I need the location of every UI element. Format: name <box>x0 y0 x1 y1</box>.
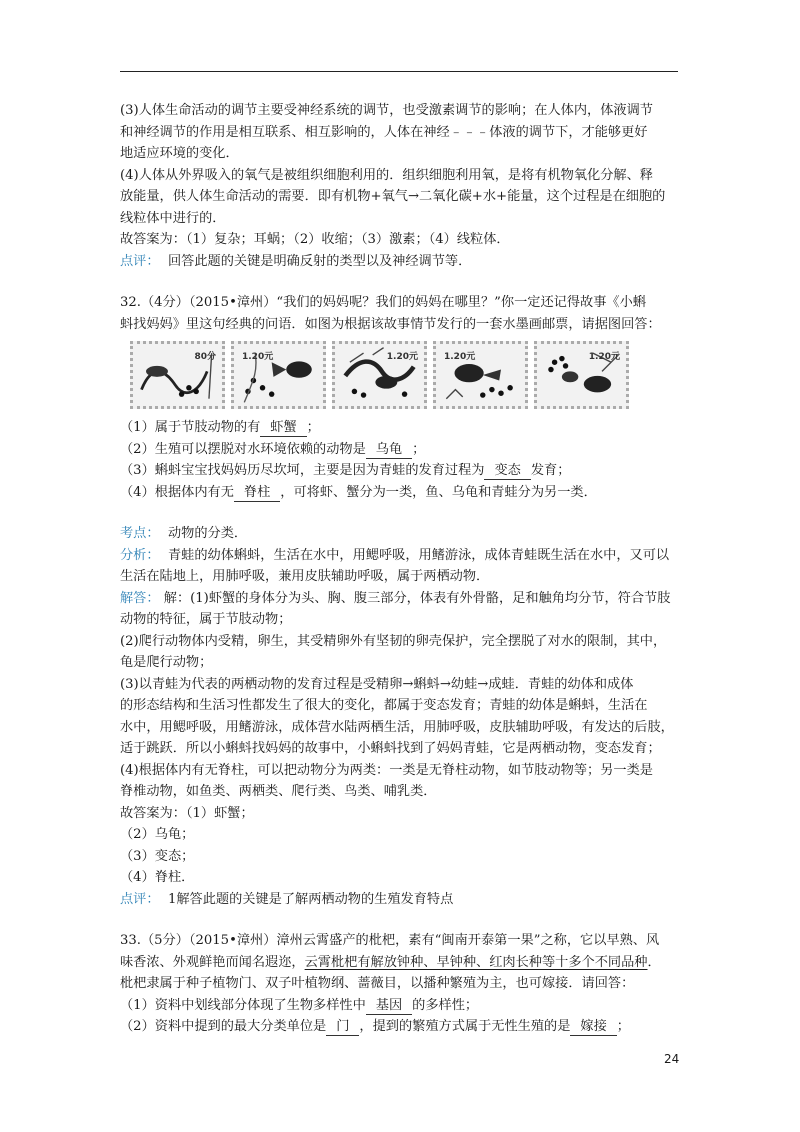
jieda-text: 解：(1)虾蟹的身体分为头、胸、腹三部分，体表有外骨骼，足和触角均分节，符合节肢 <box>163 590 671 606</box>
stamp-value: 1.20元 <box>242 352 274 362</box>
answer-blank: 虾蟹 <box>260 419 306 437</box>
question-text: ，提到的繁殖方式属于无性生殖的是 <box>359 1019 571 1034</box>
sub-question <box>120 460 680 482</box>
stamp-value: 1.20元 <box>444 352 476 362</box>
header-rule <box>120 71 678 72</box>
question-text: ； <box>306 420 320 435</box>
question-text: （2）生殖可以摆脱对水环境依赖的动物是 <box>120 441 366 457</box>
text-line: 地适应环境的变化． <box>120 146 239 161</box>
question-stem: 33.（5分）（2015•漳州）漳州云霄盛产的枇杷，素有“闽南开泰第一果”之称，它以早熟、风 <box>120 933 660 948</box>
kaodian-text: 动物的分类． <box>167 526 248 541</box>
sub-question <box>120 995 680 1017</box>
text-line: 的形态结构和生活习性都发生了很大的变化，都属于变态发育；青蛙的幼体是蝌蚪，生活在 <box>120 698 648 713</box>
answer-line: 故答案为：（1）复杂；耳蜗；（2）收缩；（3）激素；（4）线粒体． <box>120 232 510 247</box>
question-stem <box>120 952 680 974</box>
fenxi-label: 分析： <box>120 547 160 563</box>
page-number: 24 <box>664 1052 680 1066</box>
text-line: (3)人体生命活动的调节主要受神经系统的调节，也受激素调节的影响；在人体内，体液调节 <box>120 103 653 118</box>
sub-question <box>120 417 680 439</box>
stamp-value: 1.20元 <box>386 352 418 362</box>
text-line: 适于跳跃．所以小蝌蚪找妈妈的故事中，小蝌蚪找到了妈妈青蛙，它是两栖动物，变态发育； <box>120 741 661 756</box>
stamp-value: 80分 <box>194 352 216 362</box>
comment-text: 1解答此题的关键是了解两栖动物的生殖发育特点 <box>167 891 454 907</box>
answer-line: 故答案为：（1）虾蟹； <box>120 805 254 821</box>
answer-blank: 门 <box>326 1018 359 1036</box>
question-text: ． <box>647 954 661 970</box>
answer-blank: 嫁接 <box>570 1018 616 1036</box>
text-line: (2)爬行动物体内受精，卵生，其受精卵外有坚韧的卵壳保护，完全摆脱了对水的限制，其中， <box>120 633 667 649</box>
question-text: ； <box>412 441 426 457</box>
text-line: 放能量，供人体生命活动的需要．即有机物+氧气→二氧化碳+水+能量，这个过程是在细胞的 <box>120 189 666 204</box>
text-line: 动物的特征，属于节肢动物； <box>120 612 292 627</box>
stamp-image <box>433 341 528 409</box>
question-text: （2）资料中提到的最大分类单位是 <box>120 1019 327 1034</box>
fenxi-text: 青蛙的幼体蝌蚪，生活在水中，用鳃呼吸，用鳍游泳，成体青蛙既生活在水中，又可以 <box>167 547 670 563</box>
answer-blank: 基因 <box>366 997 412 1015</box>
fenxi-line <box>120 545 680 567</box>
document-body <box>120 100 680 1038</box>
text-line: (4)人体从外界吸入的氧气是被组织细胞利用的．组织细胞利用氧，是将有机物氧化分解、释 <box>120 167 653 183</box>
stamp-image <box>231 341 326 409</box>
comment-label: 点评： <box>120 253 160 269</box>
text-line: (3)以青蛙为代表的两栖动物的发育过程是受精卵→蝌蚪→幼蛙→成蛙．青蛙的幼体和成体 <box>120 676 634 692</box>
question-text: （3）蝌蚪宝宝找妈妈历尽坎坷，主要是因为青蛙的发育过程为 <box>120 463 485 478</box>
stamp-image <box>130 341 225 409</box>
answer-line: （2）乌龟； <box>120 827 195 842</box>
text-line: 水中，用鳃呼吸，用鳍游泳，成体营水陆两栖生活，用肺呼吸，皮肤辅助呼吸，有发达的后肢， <box>120 719 674 735</box>
text-line: (4)根据体内有无脊柱，可以把动物分为两类：一类是无脊柱动物，如节肢动物等；另一类是 <box>120 762 653 778</box>
answer-blank: 乌龟 <box>366 441 412 459</box>
question-text: （4）根据体内有无 <box>120 484 234 500</box>
answer-blank: 脊柱 <box>234 484 280 502</box>
question-text: （1）属于节肢动物的有 <box>120 420 261 435</box>
question-stem: 枇杷隶属于种子植物门、双子叶植物纲、蔷薇目，以播种繁殖为主，也可嫁接．请回答： <box>120 976 635 991</box>
text-line: 线粒体中进行的． <box>120 210 226 226</box>
question-text: ，可将虾、蟹分为一类，鱼、乌龟和青蛙分为另一类． <box>280 484 597 500</box>
stamp-image <box>534 341 629 409</box>
jieda-line <box>120 588 680 610</box>
kaodian-label: 考点： <box>120 526 160 541</box>
comment-text: 回答此题的关键是明确反射的类型以及神经调节等． <box>167 253 472 269</box>
comment-line <box>120 251 680 273</box>
sub-question <box>120 439 680 461</box>
jieda-label: 解答： <box>120 590 160 606</box>
question-stem: 32.（4分）（2015•漳州）“我们的妈妈呢？我们的妈妈在哪里？”你一定还记得故事《小蝌 <box>120 295 646 310</box>
question-text: （1）资料中划线部分体现了生物多样性中 <box>120 997 366 1013</box>
comment-line <box>120 889 680 911</box>
text-line: 脊椎动物，如鱼类、两栖类、爬行类、鸟类、哺乳类． <box>120 784 437 799</box>
text-line: 和神经调节的作用是相互联系、相互影响的，人体在神经﹣﹣﹣体液的调节下，才能够更好 <box>120 124 648 140</box>
text-line: 龟是爬行动物； <box>120 655 213 670</box>
stamp-value: 1.20元 <box>588 352 620 362</box>
underlined-text: 云霄枇杷有解放钟种、早钟种、红肉长种等十多个不同品种 <box>304 954 648 970</box>
question-text: 发育； <box>530 463 571 478</box>
question-stem: 蚪找妈妈》里这句经典的问语．如图为根据该故事情节发行的一套水墨画邮票，请据图回答： <box>120 316 661 332</box>
sub-question <box>120 1016 680 1038</box>
answer-blank: 变态 <box>484 462 530 480</box>
question-text: ； <box>616 1019 630 1034</box>
sub-question <box>120 482 680 504</box>
stamp-set-image <box>130 341 680 411</box>
kaodian-line <box>120 523 680 545</box>
answer-line: （4）脊柱． <box>120 870 195 885</box>
question-text: 的多样性； <box>412 997 479 1013</box>
stamp-image <box>332 341 427 409</box>
text-line: 生活在陆地上，用肺呼吸，兼用皮肤辅助呼吸，属于两栖动物． <box>120 569 490 584</box>
question-text: 味香浓、外观鲜艳而闻名遐迩， <box>120 954 305 970</box>
answer-line: （3）变态； <box>120 848 195 864</box>
comment-label: 点评： <box>120 891 160 907</box>
